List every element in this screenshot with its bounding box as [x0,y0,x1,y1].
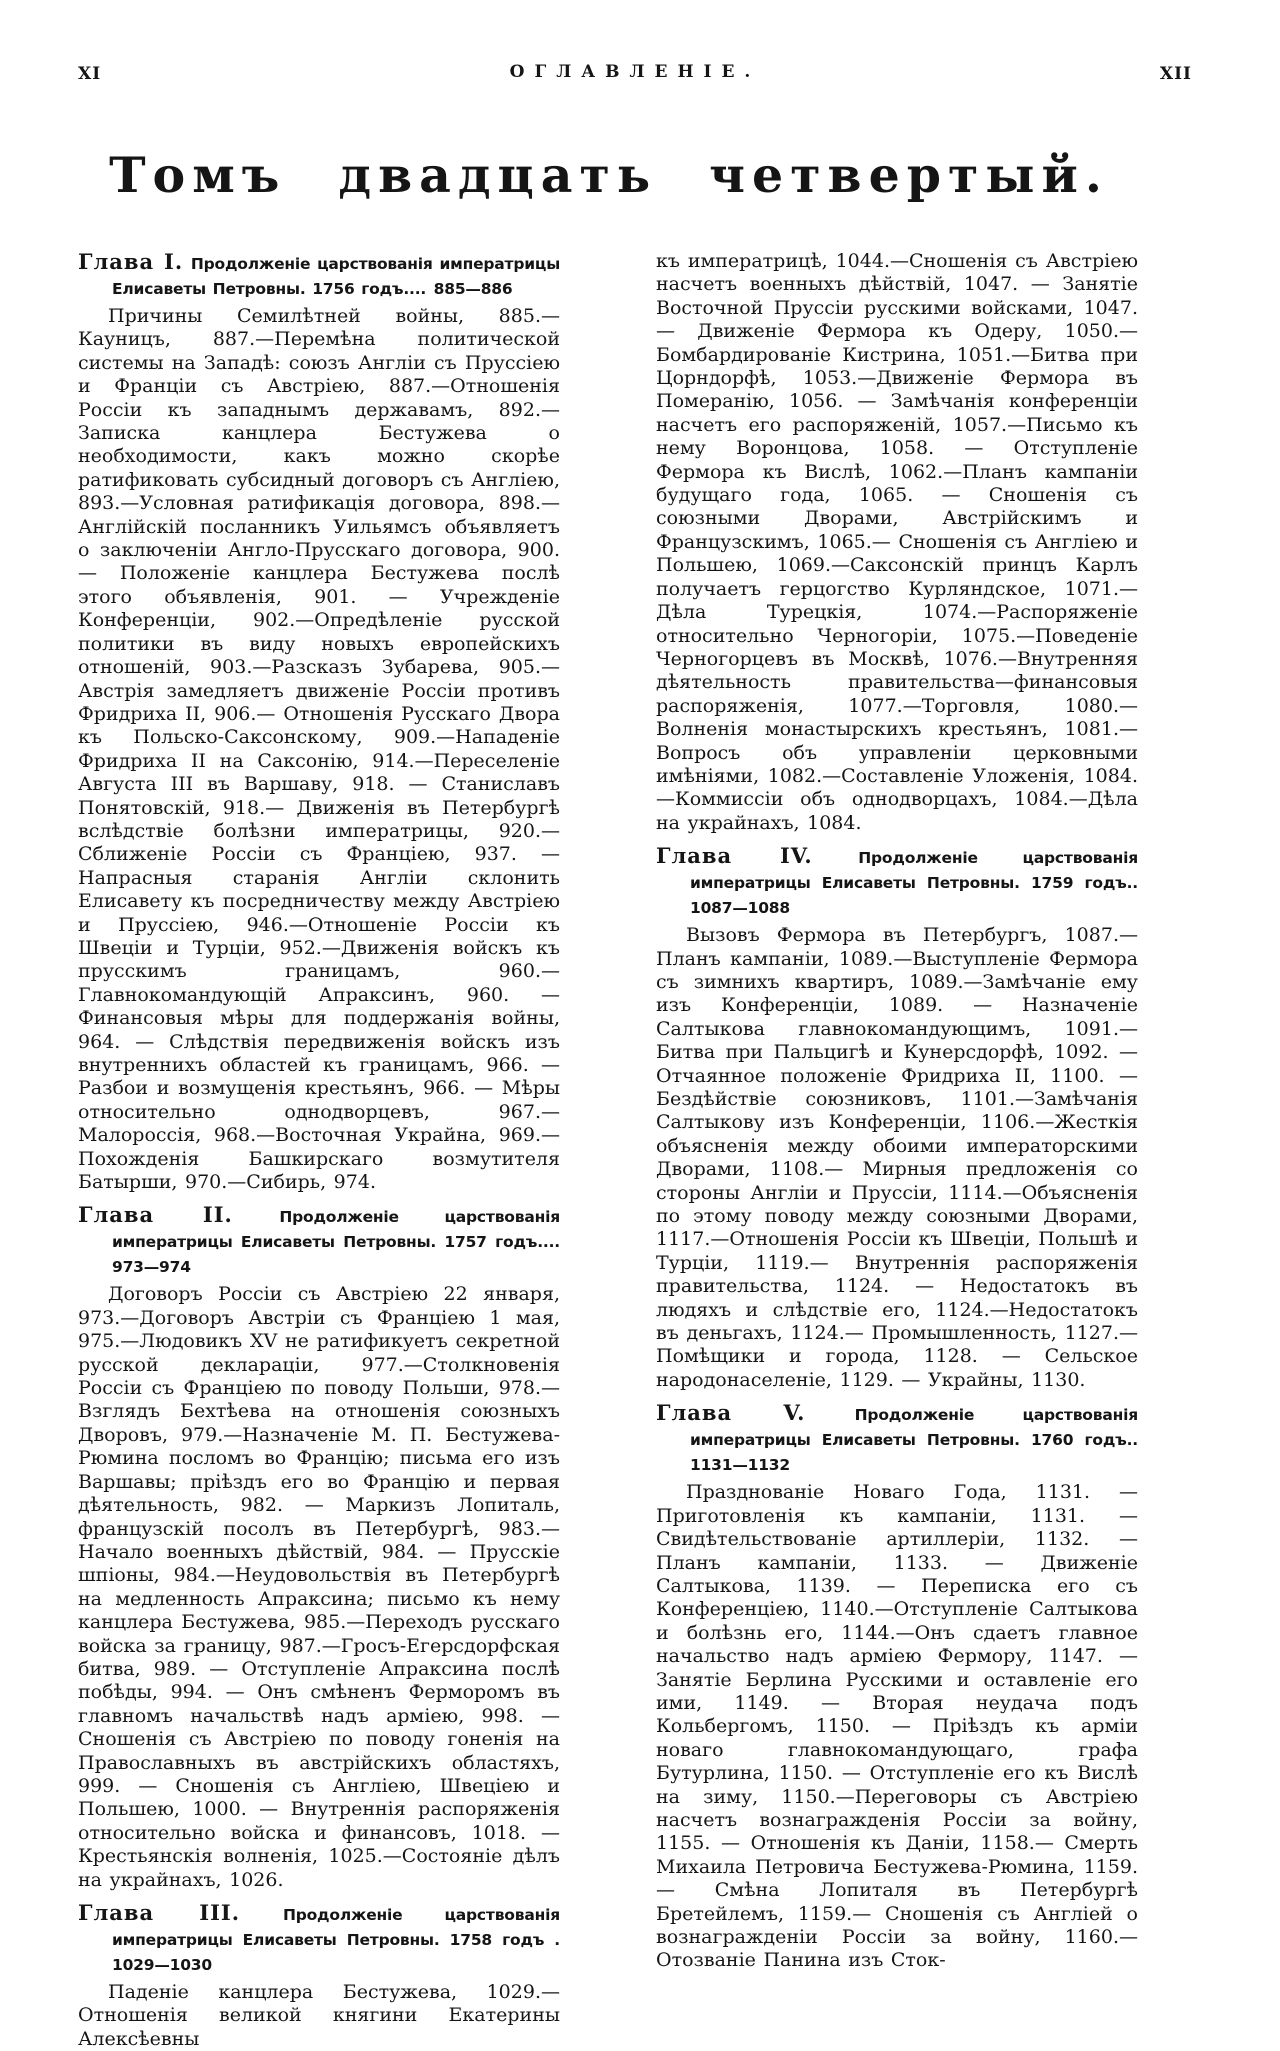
chapter-label: Глава IV. [656,843,813,869]
chapter-3-summary-start: Паденіе канцлера Бестужева, 1029.—Отношенія великой княгини Екатерины Алексѣевны [78,1981,560,2050]
toc-column-left [78,250,560,2051]
chapter-heading-4 [656,844,1138,920]
page-number-left: XI [78,64,102,84]
toc-column-right [656,250,1138,1973]
chapter-subtitle: Продолженіе царствованія императрицы Елисаветы Петровны. 1760 годъ.. [690,1406,1138,1450]
chapter-1-summary: Причины Семилѣтней войны, 885.—Кауницъ, 887.—Перемѣна политической системы на Западѣ: союзъ Англіи съ Пруссіею и Франціи съ Австріею, 887.—Отношенія Россіи къ западнымъ державамъ, 892.—Записка канцлера Бестужева о необходимости, какъ можно скорѣе ратификовать субсидный договоръ съ Англіею, 893.—Условная ратификація договора, 898.—Англійскій посланникъ Уильямсъ объявляетъ о заключеніи Англо-Прусскаго договора, 900.— Положеніе канцлера Бестужева послѣ этого объявленія, 901. — Учрежденіе Конференціи, 902.—Опредѣленіе русской политики въ виду новыхъ европейскихъ отношеній, 903.—Разсказъ Зубарева, 905.—Австрія замедляетъ движеніе Россіи противъ Фридриха II, 906.— Отношенія Русскаго Двора къ Польско-Саксонскому, 909.—Нападеніе Фридриха II на Саксонію, 914.—Переселеніе Августа III въ Варшаву, 918. — Станиславъ Понятовскій, 918.— Движенія въ Петербургѣ вслѣдствіе болѣзни императрицы, 920.—Сближеніе Россіи съ Франціею, 937. — Напрасныя старанія Англіи склонить Елисавету къ посредничеству между Австріею и Пруссіею, 946.—Отношеніе Россіи къ Швеціи и Турціи, 952.—Движенія войскъ къ прусскимъ границамъ, 960.—Главнокомандующій Апраксинъ, 960. — Финансовыя мѣры для поддержанія войны, 964. — Слѣдствія передвиженія войскъ изъ внутреннихъ областей къ границамъ, 966. — Разбои и возмущенія крестьянъ, 966. — Мѣры относительно однодворцевъ, 967.—Малороссія, 968.—Восточная Украйна, 969.—Похожденія Башкирскаго возмутителя Батырши, 970.—Сибирь, 974. [78,305,560,1194]
chapter-label: Глава III. [78,1900,241,1925]
running-header [78,62,1192,88]
chapter-3-summary-continued: къ императрицѣ, 1044.—Сношенія съ Австріею насчетъ военныхъ дѣйствій, 1047. — Занятіе Восточной Пруссіи русскими войсками, 1047. — Движеніе Фермора къ Одеру, 1050.—Бомбардированіе Кистрина, 1051.—Битва при Цорндорфѣ, 1053.—Движеніе Фермора въ Померанію, 1056. — Замѣчанія конференціи насчетъ его распоряженій, 1057.—Письмо къ нему Воронцова, 1058. — Отступленіе Фермора къ Вислѣ, 1062.—Планъ кампаніи будущаго года, 1065. — Сношенія съ союзными Дворами, Австрійскимъ и Французскимъ, 1065.— Сношенія съ Англіею и Польшею, 1069.—Саксонскій принцъ Карлъ получаетъ герцогство Курляндское, 1071.—Дѣла Турецкія, 1074.—Распоряженіе относительно Черногоріи, 1075.—Поведеніе Черногорцевъ въ Москвѣ, 1076.—Внутренняя дѣятельность правительства—финансовыя распоряженія, 1077.—Торговля, 1080.— Волненія монастырскихъ крестьянъ, 1081.— Вопросъ объ управленіи церковными имѣніями, 1082.—Составленіе Уложенія, 1084.—Коммиссіи объ однодворцахъ, 1084.—Дѣла на украйнахъ, 1084. [656,250,1138,834]
chapter-subtitle: Продолженіе царствованія императрицы Елисаветы Петровны. 1756 годъ.... [112,255,561,298]
page-number-right: XII [1159,64,1192,84]
chapter-4-summary: Вызовъ Фермора въ Петербургъ, 1087.— Планъ кампаніи, 1089.—Выступленіе Фермора съ зимнихъ квартиръ, 1089.—Замѣчаніе ему изъ Конференціи, 1089. — Назначеніе Салтыкова главнокомандующимъ, 1091.—Битва при Пальцигѣ и Кунерсдорфѣ, 1092. — Отчаянное положеніе Фридриха II, 1100. — Бездѣйствіе союзниковъ, 1101.—Замѣчанія Салтыкову изъ Конференціи, 1106.—Жесткія объясненія между обоими императорскими Дворами, 1108.— Мирныя предложенія со стороны Англіи и Пруссіи, 1114.—Объясненія по этому поводу между союзными Дворами, 1117.—Отношенія Россіи къ Швеціи, Польшѣ и Турціи, 1119.— Внутреннія распоряженія правительства, 1124. — Недостатокъ въ людяхъ и слѣдствіе его, 1124.—Недостатокъ въ деньгахъ, 1124.— Промышленность, 1127.—Помѣщики и города, 1128. — Сельское народонаселеніе, 1129. — Украйны, 1130. [656,924,1138,1391]
chapter-page-range: 973—974 [112,1258,191,1277]
chapter-heading-3 [78,1901,560,1977]
chapter-2-summary: Договоръ Россіи съ Австріею 22 января, 973.—Договоръ Австріи съ Франціею 1 мая, 975.—Людовикъ XV не ратификуетъ секретной русской деклараціи, 977.—Столкновенія Россіи съ Франціею по поводу Польши, 978.— Взглядъ Бехтѣева на отношенія союзныхъ Дворовъ, 979.—Назначеніе М. П. Бестужева-Рюмина посломъ во Францію; письма его изъ Варшавы; пріѣздъ его во Францію и первая дѣятельность, 982. — Маркизъ Лопиталь, французскій посолъ въ Петербургѣ, 983.—Начало военныхъ дѣйствій, 984. — Прусскіе шпіоны, 984.—Неудовольствія въ Петербургѣ на медленность Апраксина; письмо къ нему канцлера Бестужева, 985.—Переходъ русскаго войска за границу, 987.—Гросъ-Егерсдорфская битва, 989. — Отступленіе Апраксина послѣ побѣды, 994. — Онъ смѣненъ Ферморомъ въ главномъ начальствѣ надъ арміею, 998. — Сношенія съ Австріею по поводу гоненія на Православныхъ въ австрійскихъ областяхъ, 999. — Сношенія съ Англіею, Швеціею и Польшею, 1000. — Внутреннія распоряженія относительно войска и финансовъ, 1018. — Крестьянскія волненія, 1025.—Состояніе дѣлъ на украйнахъ, 1026. [78,1283,560,1891]
chapter-heading-1 [78,250,560,301]
running-title: ОГЛАВЛЕНІЕ. [509,62,761,82]
chapter-subtitle: Продолженіе царствованія императрицы Елисаветы Петровны. 1758 годъ . [112,1906,560,1949]
chapter-page-range: 1131—1132 [690,1456,790,1475]
chapter-page-range: 1087—1088 [690,899,790,918]
chapter-heading-2 [78,1203,560,1279]
chapter-label: Глава I. [78,249,184,274]
chapter-subtitle: Продолженіе царствованія императрицы Елисаветы Петровны. 1757 годъ.... [112,1208,560,1252]
chapter-label: Глава V. [656,1400,806,1426]
chapter-5-summary: Празднованіе Новаго Года, 1131. — Приготовленія къ кампаніи, 1131. — Свидѣтельствованіе артиллеріи, 1132. — Планъ кампаніи, 1133. — Движеніе Салтыкова, 1139. — Переписка его съ Конференціею, 1140.—Отступленіе Салтыкова и болѣзнь его, 1144.—Онъ сдаетъ главное начальство надъ арміею Фермору, 1147. — Занятіе Берлина Русскими и оставленіе его ими, 1149. — Вторая неудача подъ Кольбергомъ, 1150. — Пріѣздъ къ арміи новаго главнокомандующаго, графа Бутурлина, 1150. — Отступленіе его къ Вислѣ на зиму, 1150.—Переговоры съ Австріею насчетъ вознагражденія Россіи за войну, 1155. — Отношенія къ Даніи, 1158.— Смерть Михаила Петровича Бестужева-Рюмина, 1159. — Смѣна Лопиталя въ Петербургѣ Бретейлемъ, 1159.— Сношенія съ Англіей о вознагражденіи Россіи за войну, 1160.—Отозваніе Панина изъ Сток- [656,1481,1138,1972]
chapter-label: Глава II. [78,1202,233,1228]
chapter-page-range: 885—886 [433,280,513,298]
chapter-page-range: 1029—1030 [112,1956,212,1974]
chapter-subtitle: Продолженіе царствованія императрицы Елисаветы Петровны. 1759 годъ.. [690,849,1138,893]
volume-title: Томъ двадцать четвертый. [109,146,1109,204]
chapter-heading-5 [656,1401,1138,1477]
